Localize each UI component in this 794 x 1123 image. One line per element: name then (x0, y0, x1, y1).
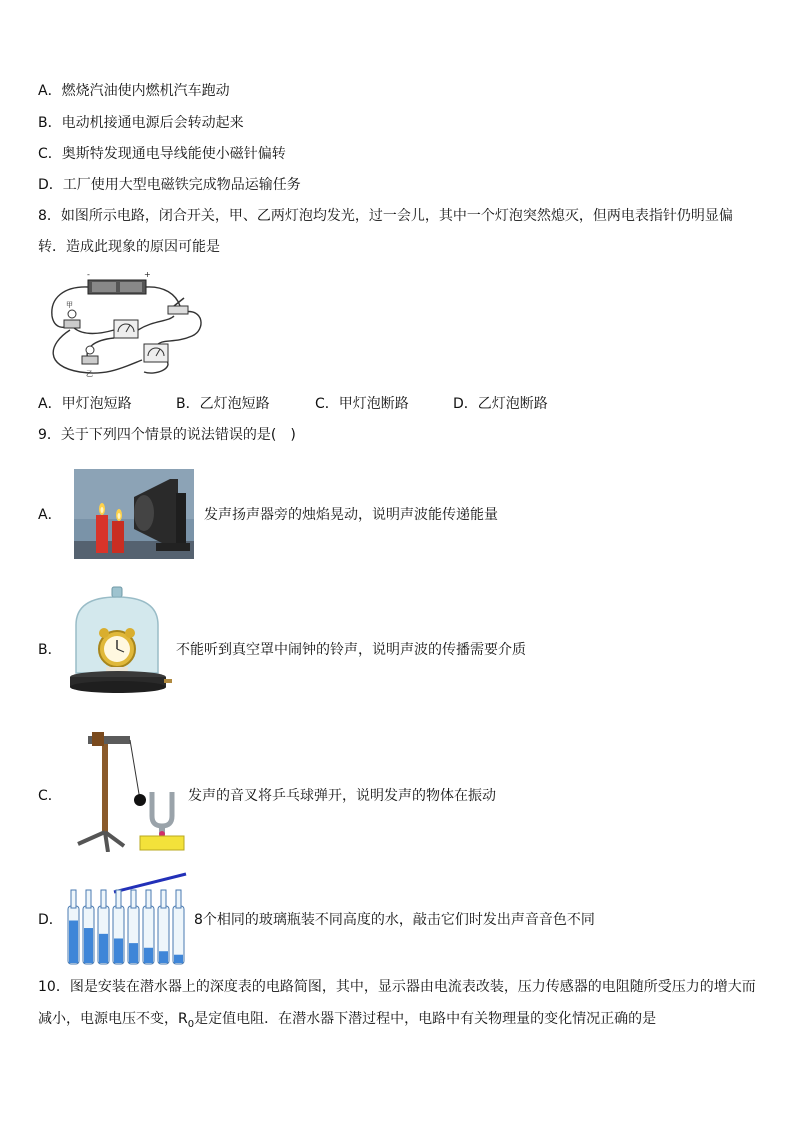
q8-option-a: A．甲灯泡短路 (38, 396, 132, 412)
speaker-candle-photo-icon (74, 469, 194, 559)
q8-stem-line2: 转．造成此现象的原因可能是 (38, 239, 220, 255)
bottle-neck (176, 890, 181, 908)
q7-option-a: A．燃烧汽油使内燃机汽车跑动 (38, 83, 230, 99)
q7-option-b: B．电动机接通电源后会转动起来 (38, 115, 244, 131)
q8-fig-lamp-yi-label: 乙 (86, 370, 93, 378)
q8-circuit-figure (44, 268, 206, 380)
q8-option-d: D．乙灯泡断路 (453, 396, 548, 412)
q8-option-c: C．甲灯泡断路 (315, 396, 409, 412)
q9-option-c-text: 发声的音叉将乒乓球弹开，说明发声的物体在振动 (188, 788, 496, 804)
q10-stem-part2: 是定值电阻．在潜水器下潜过程中，电路中有关物理量的变化情况正确的是 (194, 1011, 657, 1027)
tuning-fork-pendulum-icon (72, 728, 190, 852)
bottle-neck (131, 890, 136, 908)
q10-stem-part1: 减小，电源电压不变，R (38, 1011, 188, 1027)
bell-jar-alarm-clock-icon (66, 585, 176, 697)
bottle-neck (161, 890, 166, 908)
q10-stem-line2 (38, 1009, 656, 1035)
bottle-neck (116, 890, 121, 908)
q8-fig-plus-label: + (144, 270, 151, 279)
bottle-water (114, 938, 123, 963)
bottle-neck (101, 890, 106, 908)
q7-option-d: D．工厂使用大型电磁铁完成物品运输任务 (38, 177, 301, 193)
bottle-water (99, 934, 108, 963)
bottle-water (144, 948, 153, 963)
bottle-water (129, 943, 138, 963)
q9-option-b-text: 不能听到真空罩中闹钟的铃声，说明声波的传播需要介质 (176, 642, 526, 658)
q7-option-c: C．奥斯特发现通电导线能使小磁针偏转 (38, 146, 286, 162)
q9-option-c-label: C． (38, 788, 62, 804)
q9-option-a-text: 发声扬声器旁的烛焰晃动，说明声波能传递能量 (204, 507, 498, 523)
bottle-neck (146, 890, 151, 908)
q9-option-b-label: B． (38, 642, 62, 658)
q8-fig-lamp-jia-label: 甲 (66, 301, 73, 309)
bottle-water (69, 921, 78, 964)
bottle-water (159, 951, 168, 963)
bottle-water (84, 928, 93, 963)
q9-stem: 9．关于下列四个情景的说法错误的是( ) (38, 427, 296, 443)
q9-option-d-label: D． (38, 912, 63, 928)
q10-stem-line1: 10．图是安装在潜水器上的深度表的电路简图，其中，显示器由电流表改装，压力传感器的电阻随所受压力的增大而 (38, 979, 756, 995)
q10-subscript: 0 (187, 1018, 195, 1030)
q8-fig-minus-label: - (87, 270, 90, 279)
bottle-water (174, 955, 183, 963)
water-bottles-icon (64, 870, 190, 968)
q9-option-a-label: A． (38, 507, 62, 523)
q8-option-b: B．乙灯泡短路 (176, 396, 270, 412)
bottle-neck (86, 890, 91, 908)
q8-stem-line1: 8．如图所示电路，闭合开关，甲、乙两灯泡均发光，过一会儿，其中一个灯泡突然熄灭，但两电表指针仍明显偏 (38, 208, 733, 224)
bottle-neck (71, 890, 76, 908)
q9-option-d-text: 8个相同的玻璃瓶装不同高度的水，敲击它们时发出声音音色不同 (194, 912, 595, 928)
